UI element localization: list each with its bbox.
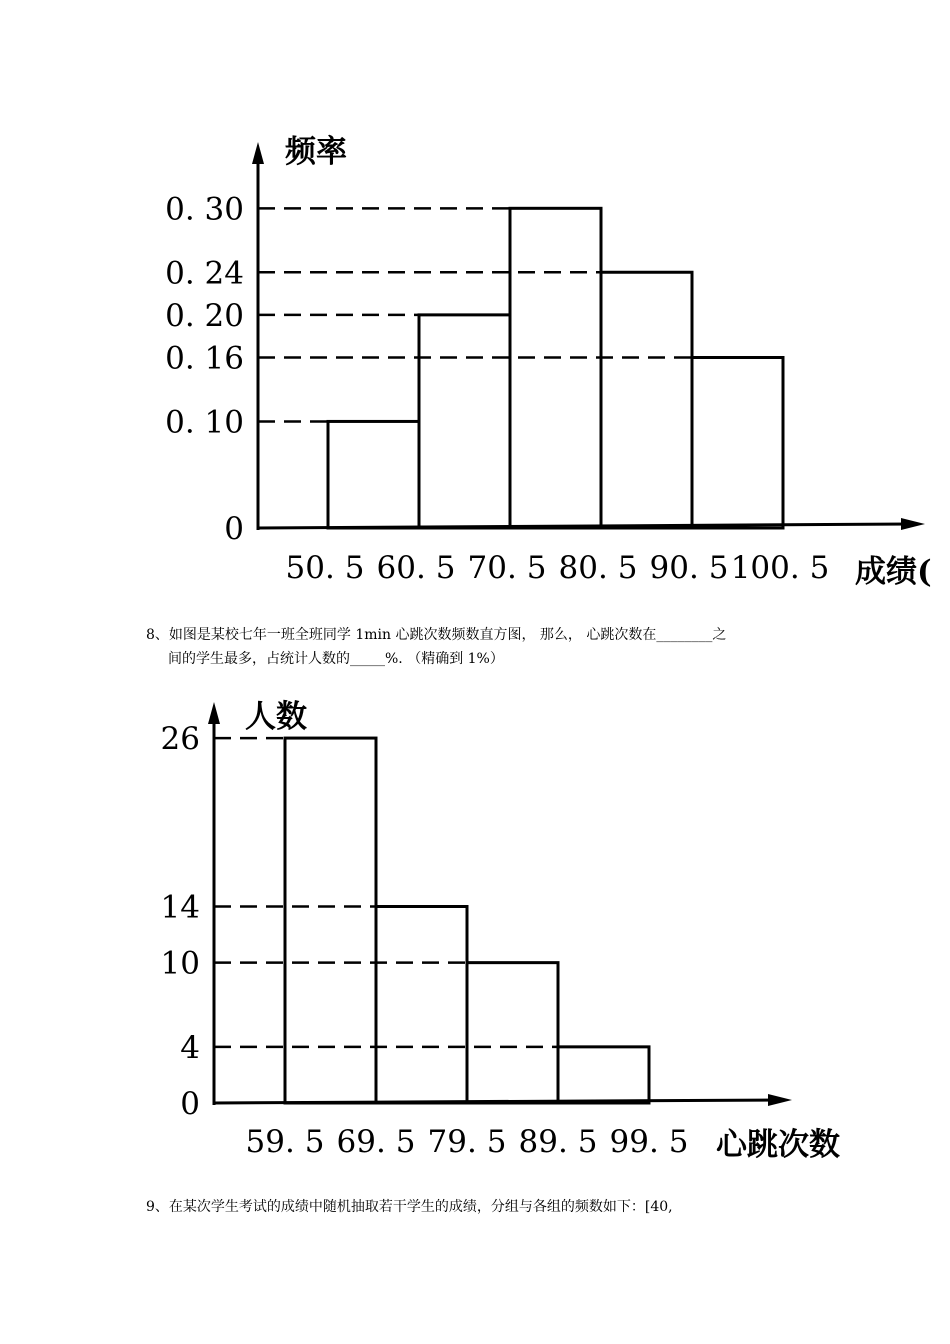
x-axis-title: 成绩( <box>855 554 932 590</box>
heartbeat-count-histogram <box>0 690 950 1190</box>
x-tick-label: 99. 5 <box>609 1124 689 1160</box>
x-axis <box>257 524 913 528</box>
histogram-bar <box>692 358 783 529</box>
x-tick-label: 89. 5 <box>518 1124 598 1160</box>
x-tick-label: 59. 5 <box>245 1124 325 1160</box>
y-tick-label: 0 <box>180 1086 200 1122</box>
x-tick-label: 79. 5 <box>427 1124 507 1160</box>
histogram-bar <box>601 272 692 528</box>
y-tick-label: 26 <box>160 721 200 758</box>
x-tick-label: 100. 5 <box>730 550 830 586</box>
x-axis-arrow-icon <box>768 1094 792 1106</box>
y-tick-label: 4 <box>180 1029 200 1066</box>
y-tick-label: 0. 20 <box>165 297 244 334</box>
y-tick-label: 0. 30 <box>165 191 244 228</box>
x-tick-label: 69. 5 <box>336 1124 416 1160</box>
question-8-text-continued: 间的学生最多，占统计人数的_____%. （精确到 1%） <box>168 651 504 667</box>
y-axis-arrow-icon <box>208 702 220 724</box>
x-tick-label: 50. 5 <box>285 550 365 586</box>
histogram-bar <box>419 315 510 528</box>
y-axis-arrow-icon <box>252 142 264 164</box>
y-tick-label: 0. 10 <box>165 404 244 441</box>
y-tick-label: 14 <box>160 889 200 926</box>
question-8-text: 8、如图是某校七年一班全班同学 1min 心跳次数频数直方图， 那么， 心跳次数在________之 <box>146 627 727 643</box>
histogram-bar <box>510 208 601 528</box>
x-tick-label: 70. 5 <box>467 550 547 586</box>
histogram-bar <box>285 738 376 1103</box>
x-axis-title: 心跳次数 <box>716 1127 840 1163</box>
x-tick-label: 90. 5 <box>649 550 729 586</box>
x-axis-arrow-icon <box>901 518 925 530</box>
y-tick-label: 0. 24 <box>165 255 244 292</box>
y-tick-label: 0 <box>224 511 244 547</box>
x-tick-label: 80. 5 <box>558 550 638 586</box>
histogram-bar <box>467 963 558 1103</box>
histogram-bar <box>558 1047 649 1103</box>
histogram-bar <box>376 907 467 1104</box>
y-axis-title: 频率 <box>285 134 347 170</box>
frequency-rate-histogram <box>0 100 950 600</box>
histogram-bar <box>328 421 419 528</box>
question-9-text: 9、在某次学生考试的成绩中随机抽取若干学生的成绩，分组与各组的频数如下：[40, <box>146 1199 673 1215</box>
y-tick-label: 10 <box>160 945 200 982</box>
x-tick-label: 60. 5 <box>376 550 456 586</box>
y-tick-label: 0. 16 <box>165 340 244 377</box>
x-axis <box>213 1100 780 1103</box>
y-axis-title: 人数 <box>245 699 307 735</box>
